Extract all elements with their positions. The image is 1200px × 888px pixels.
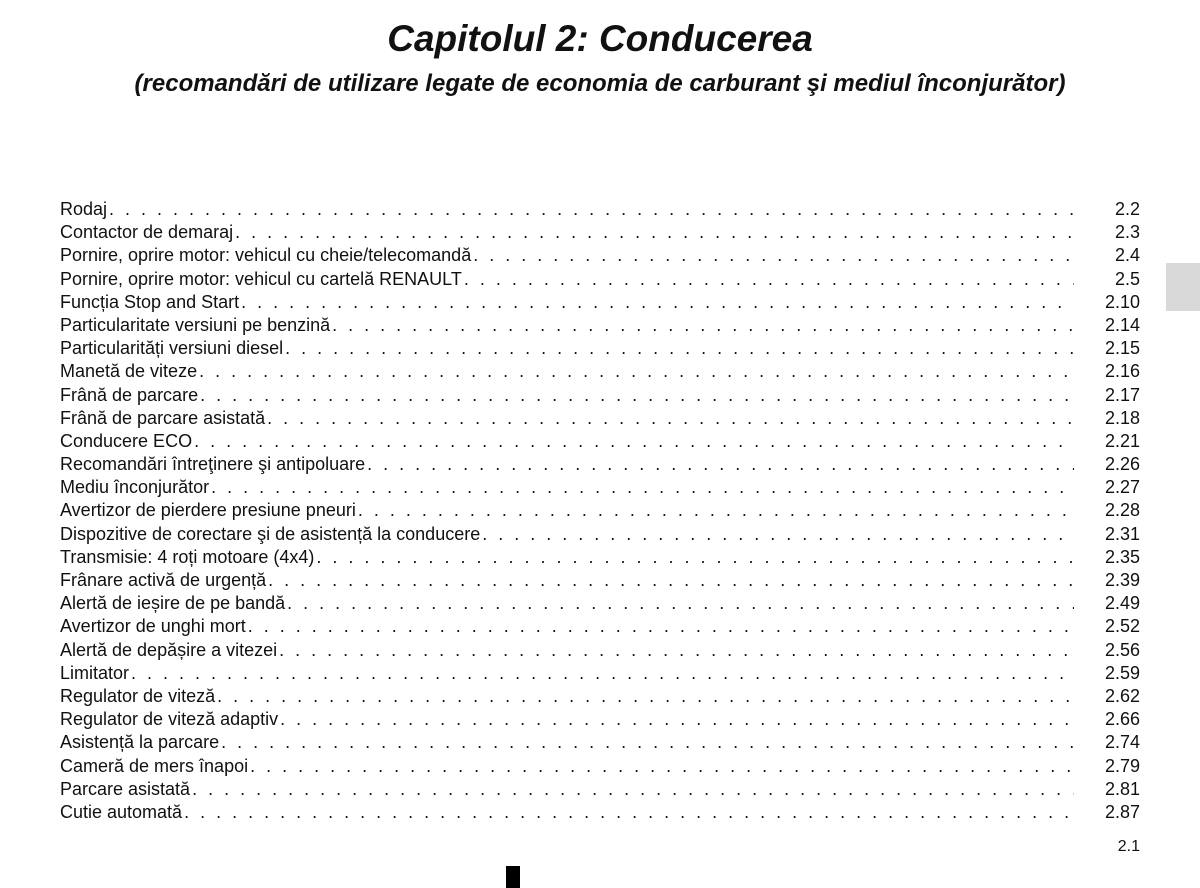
binding-mark [506,866,520,888]
toc-leader-dots [473,244,1074,267]
toc-entry-page: 2.2 [1114,199,1140,219]
toc-entry[interactable] [60,569,1140,592]
toc-leader-dots [184,801,1074,824]
toc-entry-label: Pornire, oprire motor: vehicul cu cartelă RENAULT [60,268,462,289]
toc-entry-page: 2.31 [1104,523,1140,544]
toc-entry[interactable] [60,801,1140,824]
toc-entry-label: Transmisie: 4 roți motoare (4x4) [60,546,315,567]
toc-entry[interactable] [60,778,1140,801]
toc-entry-label: Regulator de viteză [60,685,216,706]
toc-leader-dots [217,685,1074,708]
toc-entry-page: 2.14 [1104,314,1140,335]
toc-leader-dots [358,499,1074,522]
table-of-contents [60,198,1140,824]
toc-entry-label: Contactor de demaraj [60,222,234,243]
toc-entry-label: Pornire, oprire motor: vehicul cu cheie/telecomandă [60,245,472,266]
toc-leader-dots [267,407,1074,430]
toc-leader-dots [250,755,1074,778]
toc-entry-label: Particularități versiuni diesel [60,338,284,359]
toc-leader-dots [211,476,1074,499]
toc-entry-label: Frână de parcare [60,384,199,405]
toc-leader-dots [194,430,1074,453]
toc-entry-page: 2.15 [1104,338,1140,359]
toc-leader-dots [464,268,1074,291]
toc-entry-page: 2.17 [1104,384,1140,405]
toc-entry-page: 2.27 [1104,477,1140,498]
toc-leader-dots [235,221,1074,244]
toc-entry[interactable] [60,291,1140,314]
toc-entry[interactable] [60,592,1140,615]
toc-entry-label: Funcția Stop and Start [60,291,240,312]
toc-entry-page: 2.66 [1104,709,1140,730]
toc-leader-dots [131,662,1074,685]
toc-leader-dots [482,523,1074,546]
toc-entry-label: Avertizor de pierdere presiune pneuri [60,500,356,521]
toc-entry[interactable] [60,337,1140,360]
toc-entry-label: Limitator [60,662,130,683]
toc-entry-label: Particularitate versiuni pe benzină [60,314,331,335]
toc-leader-dots [221,731,1074,754]
toc-entry[interactable] [60,731,1140,754]
toc-leader-dots [332,314,1074,337]
toc-leader-dots [109,198,1074,221]
toc-entry-page: 2.4 [1114,245,1140,266]
toc-entry-page: 2.28 [1104,500,1140,521]
toc-entry-page: 2.74 [1104,732,1140,753]
toc-entry-label: Manetă de viteze [60,361,198,382]
toc-leader-dots [241,291,1074,314]
toc-leader-dots [248,615,1074,638]
toc-entry-page: 2.56 [1104,639,1140,660]
toc-entry-page: 2.87 [1104,801,1140,822]
chapter-subtitle: (recomandări de utilizare legate de economia de carburant şi mediul înconjurător) [134,70,1066,97]
toc-entry[interactable] [60,662,1140,685]
toc-entry-label: Asistență la parcare [60,732,220,753]
toc-entry-label: Rodaj [60,199,108,219]
toc-entry[interactable] [60,244,1140,267]
toc-leader-dots [287,592,1074,615]
toc-leader-dots [285,337,1074,360]
toc-entry[interactable] [60,523,1140,546]
toc-entry-page: 2.79 [1104,755,1140,776]
toc-entry-label: Alertă de depășire a vitezei [60,639,278,660]
toc-leader-dots [367,453,1074,476]
toc-entry[interactable] [60,430,1140,453]
toc-entry-label: Alertă de ieșire de pe bandă [60,593,286,614]
toc-entry-page: 2.39 [1104,570,1140,590]
toc-leader-dots [279,639,1074,662]
toc-entry[interactable] [60,314,1140,337]
toc-entry[interactable] [60,476,1140,499]
toc-entry-label: Parcare asistată [60,778,191,799]
toc-entry-page: 2.21 [1104,430,1140,451]
toc-entry[interactable] [60,453,1140,476]
toc-entry-page: 2.16 [1104,361,1140,382]
toc-entry-label: Cutie automată [60,801,183,822]
toc-entry-label: Cameră de mers înapoi [60,755,249,776]
toc-entry[interactable] [60,639,1140,662]
chapter-side-tab [1166,263,1200,311]
toc-entry[interactable] [60,198,1140,221]
toc-leader-dots [280,708,1074,731]
toc-entry-label: Frână de parcare asistată [60,407,266,428]
toc-entry-label: Dispozitive de corectare şi de asistență la conducere [60,523,481,544]
toc-entry-page: 2.59 [1104,662,1140,683]
toc-entry-page: 2.3 [1114,222,1140,243]
toc-entry[interactable] [60,685,1140,708]
toc-entry-label: Regulator de viteză adaptiv [60,709,279,730]
toc-leader-dots [192,778,1074,801]
toc-leader-dots [316,546,1074,569]
toc-entry-page: 2.62 [1104,685,1140,706]
toc-entry-label: Avertizor de unghi mort [60,616,246,637]
toc-entry-label: Mediu înconjurător [60,477,210,498]
toc-entry-page: 2.49 [1104,593,1140,614]
toc-entry-page: 2.5 [1114,268,1140,289]
toc-leader-dots [268,569,1074,592]
toc-entry[interactable] [60,384,1140,407]
toc-entry[interactable] [60,755,1140,778]
toc-entry[interactable] [60,615,1140,638]
toc-entry-page: 2.10 [1104,291,1140,312]
toc-entry[interactable] [60,268,1140,291]
toc-entry[interactable] [60,499,1140,522]
chapter-title: Capitolul 2: Conducerea [387,18,813,59]
toc-leader-dots [200,384,1074,407]
toc-entry-page: 2.52 [1104,616,1140,637]
page-number: 2.1 [1117,838,1140,855]
toc-entry[interactable] [60,708,1140,731]
toc-entry[interactable] [60,546,1140,569]
toc-leader-dots [199,360,1074,383]
toc-entry-page: 2.26 [1104,454,1140,475]
toc-entry[interactable] [60,360,1140,383]
toc-entry-label: Recomandări întreţinere şi antipoluare [60,454,366,475]
toc-entry-label: Frânare activă de urgență [60,570,267,590]
toc-entry-page: 2.18 [1104,407,1140,428]
toc-entry[interactable] [60,221,1140,244]
toc-entry[interactable] [60,407,1140,430]
toc-entry-page: 2.81 [1104,778,1140,799]
toc-entry-page: 2.35 [1104,546,1140,567]
toc-entry-label: Conducere ECO [60,430,193,451]
